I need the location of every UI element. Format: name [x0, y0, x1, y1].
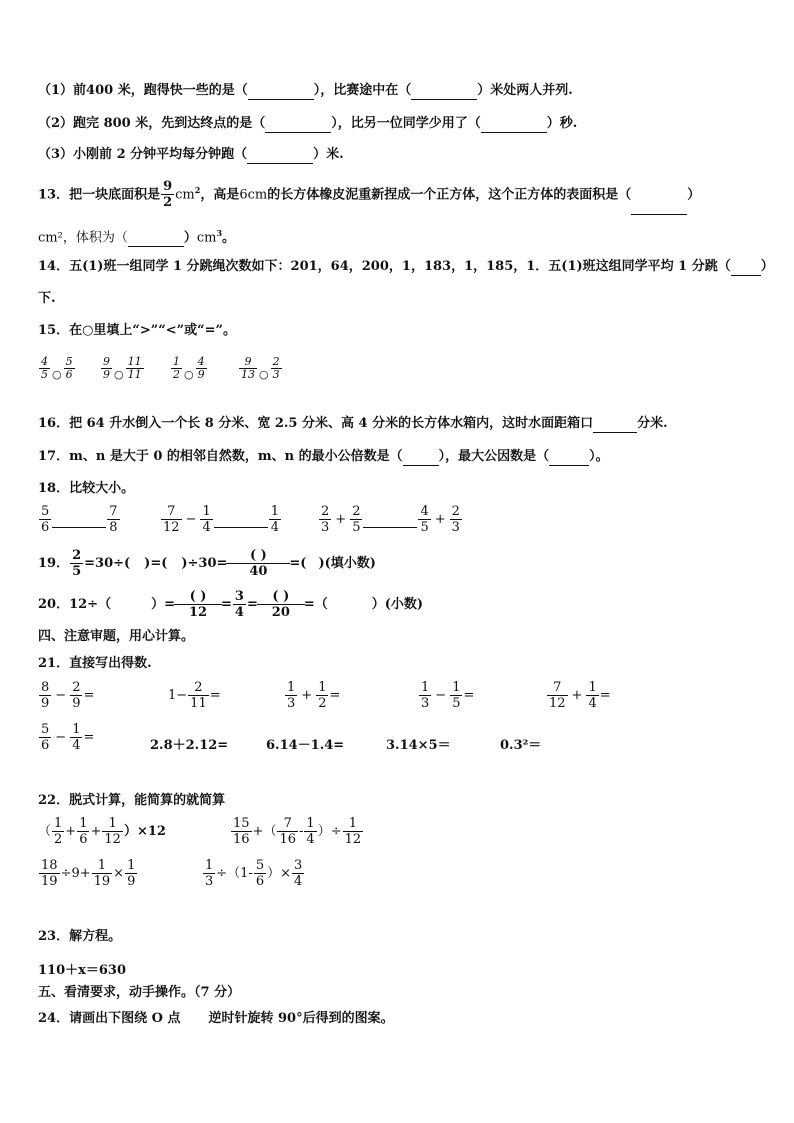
- answer-blank[interactable]: [248, 85, 314, 100]
- q21-expr-8: 6.14－1.4=: [266, 738, 345, 753]
- answer-blank[interactable]: [128, 232, 184, 247]
- q13-line2: cm²，体积为（ ）$cm^3$。: [38, 228, 236, 246]
- circle-blank[interactable]: ○: [184, 368, 194, 381]
- q12-part1: （1）前400 米，跑得快一些的是（ ），比赛途中在（ ）米处两人并列.: [38, 83, 573, 98]
- q22-expr-1: （ $\frac{1}{2}$ + $\frac{1}{6}$ + $\frac{1}{12}$ ）×12: [38, 816, 166, 847]
- fraction: $\frac{9}{2}$: [163, 179, 173, 211]
- answer-blank[interactable]: [265, 118, 331, 133]
- answer-blank[interactable]: [731, 261, 761, 276]
- q21-expr-1: $\frac{8}{9}$ − $\frac{2}{9}$ =: [41, 680, 95, 711]
- q15-compare-2: $\frac{9}{9}$ $_○$ $\frac{11}{11}$: [103, 355, 142, 381]
- q15-compare-4: $\frac{9}{13}$ $_○$ $\frac{2}{3}$: [241, 355, 280, 381]
- q21-title: 21．直接写出得数.: [38, 656, 152, 671]
- circle-blank[interactable]: ○: [259, 368, 269, 381]
- q18-compare-3: $\frac{2}{3}$ + $\frac{2}{5}$ $\frac{4}{5}$ + $\frac{2}{3}$: [321, 504, 460, 535]
- q12-part2: （2）跑完 800 米，先到达终点的是（ ），比另一位同学少用了（ ）秒.: [38, 116, 578, 131]
- q18-compare-2: $\frac{7}{12}$ − $\frac{1}{4}$ $\frac{1}{4}$: [163, 504, 280, 535]
- q14-line2: 下.: [38, 291, 56, 306]
- q13-line1: 13．把一块底面积是 $\frac{9}{2}$ $cm^2$，高是6cm的长方体橡皮泥重新捏成一个正方体，这个正方体的表面积是（ ）: [38, 170, 700, 215]
- answer-blank[interactable]: [481, 118, 547, 133]
- q18-compare-1: $\frac{5}{6}$ $\frac{7}{8}$: [41, 504, 118, 535]
- q23-title: 23．解方程。: [38, 929, 122, 944]
- q15-title: 15．在○里填上“>”“<”或“=”。: [38, 323, 236, 338]
- q24: 24．请画出下图绕 O 点 逆时针旋转 90°后得到的图案。: [38, 1011, 394, 1026]
- q21-expr-2: 1− $\frac{2}{11}$ =: [168, 680, 221, 711]
- q21-expr-7: 2.8＋2.12=: [150, 738, 229, 753]
- circle-blank[interactable]: ○: [114, 368, 124, 381]
- answer-blank[interactable]: [549, 451, 589, 466]
- q16: 16．把 64 升水倒入一个长 8 分米、宽 2.5 分米、高 4 分米的长方体水箱内，这时水面距箱口 分米.: [38, 416, 668, 431]
- q14-line1: 14．五(1)班一组同学 1 分跳绳次数如下：201，64，200，1，183，1，185，1．五(1)班这组同学平均 1 分跳（ ）: [38, 259, 774, 274]
- q21-expr-6: $\frac{5}{6}$ − $\frac{1}{4}$ =: [41, 722, 95, 753]
- compare-blank[interactable]: [363, 511, 417, 528]
- answer-blank[interactable]: [631, 200, 687, 215]
- q21-expr-5: $\frac{7}{12}$ + $\frac{1}{4}$ =: [549, 680, 611, 711]
- q17: 17．m、n 是大于 0 的相邻自然数，m、n 的最小公倍数是（ ），最大公因数是（ ）。: [38, 449, 609, 464]
- compare-blank[interactable]: [214, 511, 268, 528]
- q21-expr-9: 3.14×5＝: [386, 738, 451, 753]
- answer-blank[interactable]: [247, 149, 313, 164]
- q20: 20．12÷（ ）= $\frac{( )}{12}$ = $\frac{3}{4}$ = $\frac{( )}{20}$ =（ ）(小数): [38, 589, 424, 620]
- q15-compare-3: $\frac{1}{2}$ $_○$ $\frac{4}{9}$: [173, 355, 205, 381]
- compare-blank[interactable]: [52, 511, 106, 528]
- section-5-heading: 五、看清要求，动手操作。（7 分）: [38, 985, 241, 1000]
- q22-expr-3: $\frac{18}{19}$ ÷9+ $\frac{1}{19}$ × $\frac{1}{9}$: [41, 858, 136, 889]
- circle-blank[interactable]: ○: [52, 368, 62, 381]
- section-4-heading: 四、注意审题，用心计算。: [38, 629, 195, 644]
- answer-blank[interactable]: [411, 85, 477, 100]
- q22-title: 22．脱式计算，能简算的就简算: [38, 793, 226, 808]
- answer-blank[interactable]: [593, 418, 637, 433]
- q21-expr-4: $\frac{1}{3}$ − $\frac{1}{5}$ =: [421, 680, 475, 711]
- answer-blank[interactable]: [403, 451, 439, 466]
- q23-equation: 110＋x＝630: [38, 963, 127, 978]
- q19: 19． $\frac{2}{5}$ =30÷( )=( )÷30= $\frac{( )}{40}$ =( )(填小数): [38, 548, 376, 579]
- q22-expr-2: $\frac{15}{16}$ +（ $\frac{7}{16}$ - $\frac{1}{4}$ ）÷ $\frac{1}{12}$: [233, 816, 362, 847]
- q21-expr-3: $\frac{1}{3}$ + $\frac{1}{2}$ =: [287, 680, 341, 711]
- q21-expr-10: 0.3²＝: [500, 738, 542, 753]
- q15-compare-1: $\frac{4}{5}$ $_○$ $\frac{5}{6}$: [41, 355, 73, 381]
- q22-expr-4: $\frac{1}{3}$ ÷（1- $\frac{5}{6}$ ）× $\frac{3}{4}$: [205, 858, 303, 889]
- q12-part3: （3）小刚前 2 分钟平均每分钟跑（ ）米.: [38, 147, 344, 162]
- q18-title: 18．比较大小。: [38, 481, 135, 496]
